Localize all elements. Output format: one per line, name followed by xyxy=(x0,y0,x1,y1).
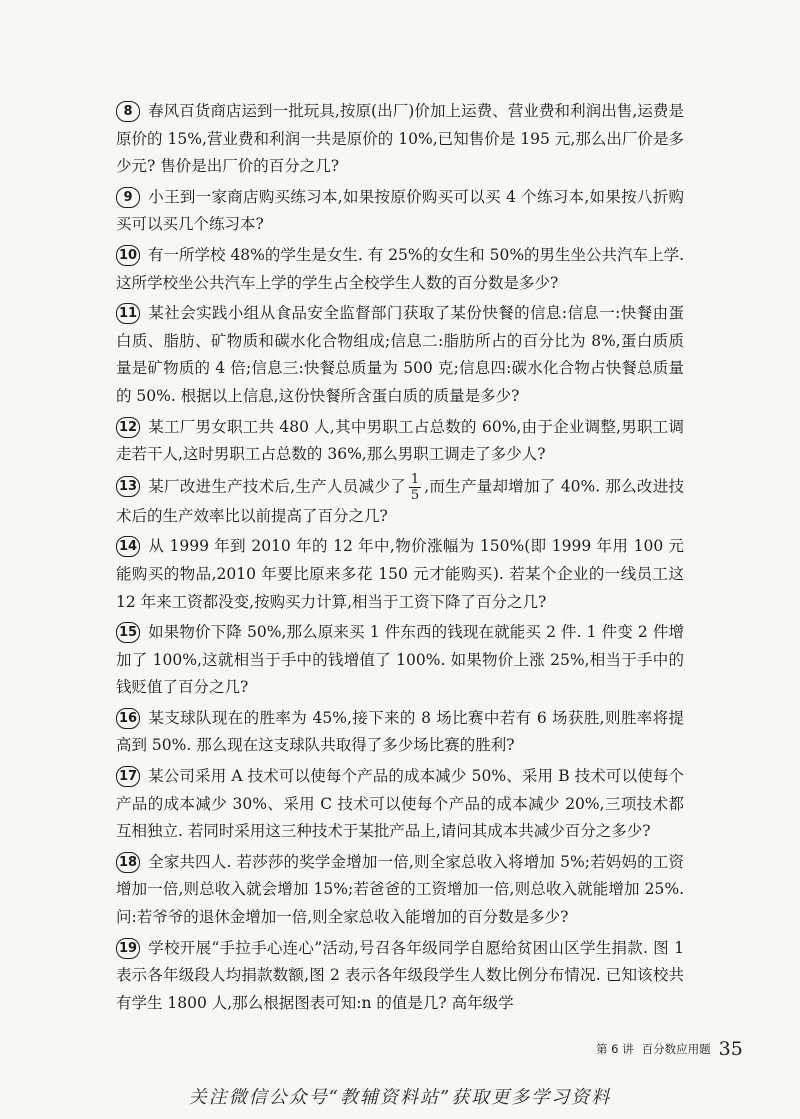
fraction xyxy=(409,472,421,503)
problem-18 xyxy=(116,849,684,932)
watermark-text: 关注微信公众号“教辅资料站”获取更多学习资料 xyxy=(188,1087,612,1108)
lecture-label: 第 6 讲 xyxy=(596,1042,634,1056)
problem-text: 有一所学校 48%的学生是女生. 有 25%的女生和 50%的男生坐公共汽车上学. 这所学校坐公共汽车上学的学生占全校学生人数的百分数是多少? xyxy=(116,245,684,292)
problem-13 xyxy=(116,472,684,531)
problem-10 xyxy=(116,242,684,297)
problem-number: 16 xyxy=(116,708,140,729)
problem-text: 某支球队现在的胜率为 45%,接下来的 8 场比赛中若有 6 场获胜,则胜率将提高到 50%. 那么现在这支球队共取得了多少场比赛的胜利? xyxy=(116,708,684,755)
problem-text-before: 某厂改进生产技术后,生产人员减少了 xyxy=(148,477,406,496)
fraction-numerator: 1 xyxy=(410,471,420,487)
problem-list xyxy=(116,98,684,1020)
problem-16 xyxy=(116,705,684,760)
topic-label: 百分数应用题 xyxy=(641,1042,711,1056)
problem-17 xyxy=(116,763,684,846)
problem-number: 12 xyxy=(116,417,140,438)
problem-number: 10 xyxy=(116,245,140,266)
problem-number: 19 xyxy=(116,938,140,959)
problem-number: 15 xyxy=(116,622,140,643)
problem-number: 13 xyxy=(116,476,140,497)
problem-9 xyxy=(116,184,684,239)
problem-text: 小王到一家商店购买练习本,如果按原价购买可以买 4 个练习本,如果按八折购买可以买几个练习本? xyxy=(116,187,684,234)
problem-text-after: ,而生产量却增加了 40%. 那么改进技术后的生产效率比以前提高了百分之几? xyxy=(116,477,684,525)
problem-text: 从 1999 年到 2010 年的 12 年中,物价涨幅为 150%(即 1999 年用 100 元能购买的物品,2010 年要比原来多花 150 元才能购买). 若某个企业的一线员工这 12 年来工资都没变,按购买力计算,相当于工资下降了百分之几? xyxy=(116,537,684,611)
problem-number: 9 xyxy=(116,187,140,208)
problem-text: 某社会实践小组从食品安全监督部门获取了某份快餐的信息:信息一:快餐由蛋白质、脂肪、矿物质和碳水化合物组成;信息二:脂肪所占的百分比为 8%,蛋白质质量是矿物质的 4 倍;信息三:快餐总质量为 500 克;信息四:碳水化合物占快餐总质量的 50%. 根据以上信息,这份快餐所含蛋白质的质量是多少? xyxy=(116,304,684,405)
problem-8 xyxy=(116,98,684,181)
problem-number: 18 xyxy=(116,852,140,873)
problem-number: 14 xyxy=(116,536,140,557)
page-footer xyxy=(596,1038,743,1060)
problem-15 xyxy=(116,619,684,702)
fraction-denominator: 5 xyxy=(410,487,420,503)
problem-number: 11 xyxy=(116,303,140,324)
problem-11 xyxy=(116,300,684,410)
problem-text: 如果物价下降 50%,那么原来买 1 件东西的钱现在就能买 2 件. 1 件变 2 件增加了 100%,这就相当于手中的钱增值了 100%. 如果物价上涨 25%,相当于手中的钱贬值了百分之几? xyxy=(116,623,684,697)
problem-text: 全家共四人. 若莎莎的奖学金增加一倍,则全家总收入将增加 5%;若妈妈的工资增加一倍,则总收入就会增加 15%;若爸爸的工资增加一倍,则总收入就能增加 25%. 问:若爷爷的退休金增加一倍,则全家总收入能增加的百分数是多少? xyxy=(116,852,684,927)
problem-text: 春风百货商店运到一批玩具,按原(出厂)价加上运费、营业费和利润出售,运费是原价的 15%,营业费和利润一共是原价的 10%,已知售价是 195 元,那么出厂价是多少元? 售价是出厂价的百分之几? xyxy=(116,102,684,176)
problem-number: 8 xyxy=(116,101,140,122)
problem-14 xyxy=(116,533,684,616)
page-number: 35 xyxy=(718,1038,743,1060)
problem-text: 某工厂男女职工共 480 人,其中男职工占总数的 60%,由于企业调整,男职工调走若干人,这时男职工占总数的 36%,那么男职工调走了多少人? xyxy=(116,417,684,464)
problem-number: 17 xyxy=(116,766,140,787)
problem-text: 学校开展“手拉手心连心”活动,号召各年级同学自愿给贫困山区学生捐款. 图 1 表示各年级段人均捐款数额,图 2 表示各年级段学生人数比例分布情况. 已知该校共有学生 1800 人,那么根据图表可知:n 的值是几? 高年级学 xyxy=(116,938,684,1012)
problem-19 xyxy=(116,935,684,1018)
problem-12 xyxy=(116,414,684,469)
problem-text: 某公司采用 A 技术可以使每个产品的成本减少 50%、采用 B 技术可以使每个产品的成本减少 30%、采用 C 技术可以使每个产品的成本减少 20%,三项技术都互相独立. 若同时采用这三种技术于某批产品上,请问其成本共减少百分之多少? xyxy=(116,767,684,841)
